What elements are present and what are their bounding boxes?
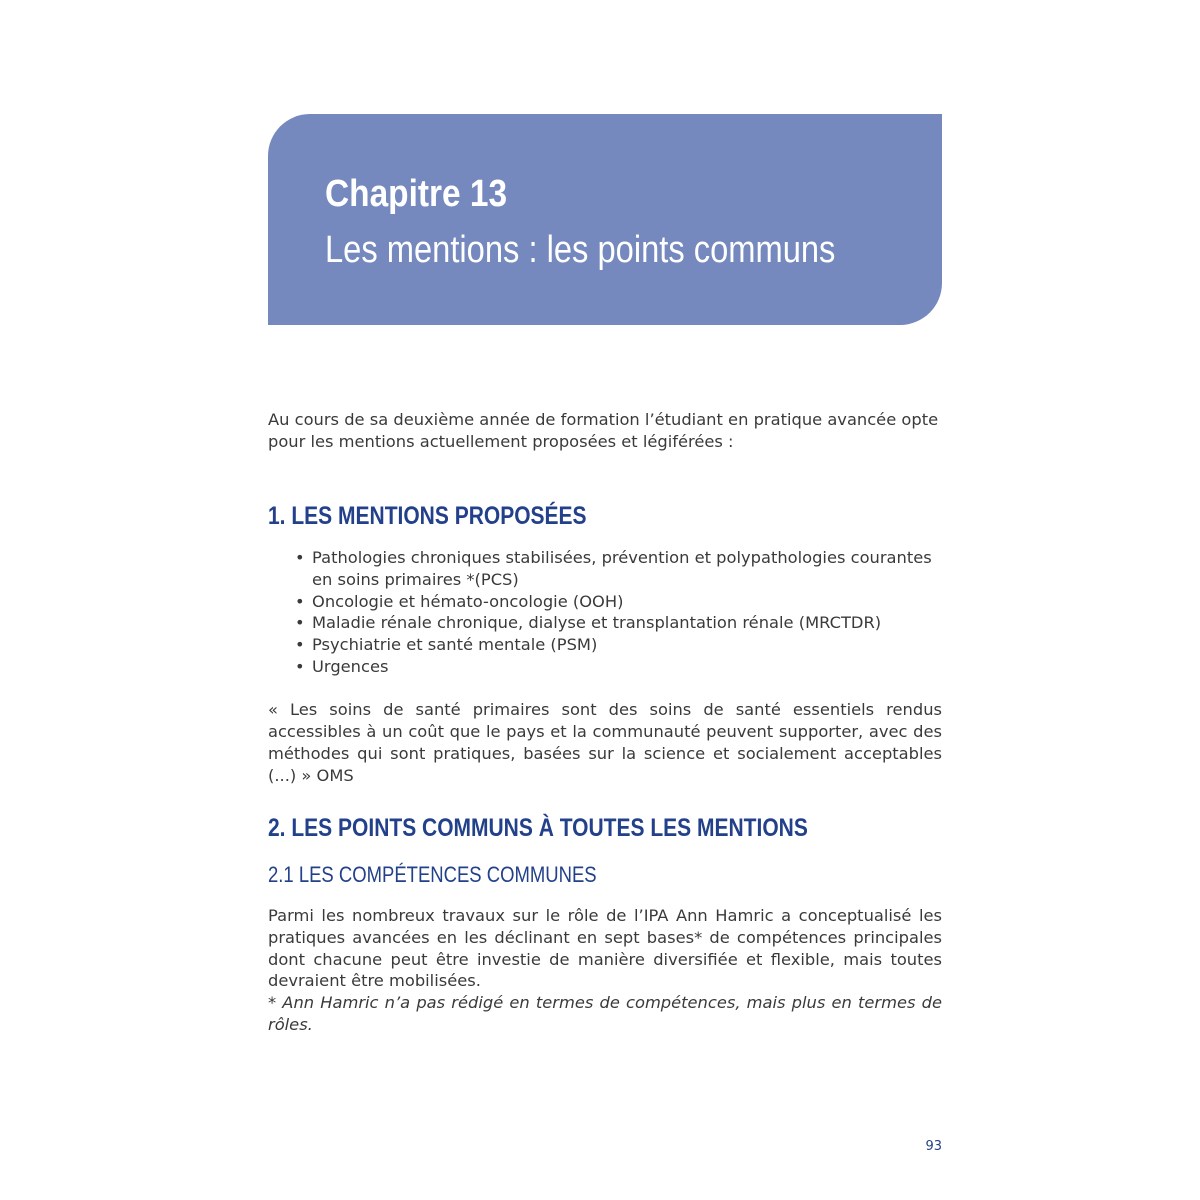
bullet-icon: • — [295, 635, 305, 655]
section-2-heading: 2. LES POINTS COMMUNS À TOUTES LES MENTIONS — [268, 814, 808, 842]
bullet-icon: • — [295, 591, 305, 611]
section-2-1-heading: 2.1 LES COMPÉTENCES COMMUNES — [268, 862, 597, 887]
competences-paragraph — [268, 905, 942, 1036]
bullet-icon: • — [295, 548, 305, 567]
list-item: • Urgences — [295, 656, 389, 676]
bullet-icon: • — [295, 656, 305, 676]
chapter-number: Chapitre 13 — [325, 173, 508, 215]
intro-paragraph: Au cours de sa deuxième année de formation l’étudiant en pratique avancée opte pour les mentions actuellement proposées et légiférées : — [268, 410, 939, 451]
bullet-icon: • — [295, 613, 305, 633]
list-item: • Oncologie et hémato-oncologie (OOH) — [295, 591, 624, 611]
page-number: 93 — [925, 1139, 942, 1154]
section-1-heading: 1. LES MENTIONS PROPOSÉES — [268, 502, 587, 530]
list-item: • Maladie rénale chronique, dialyse et transplantation rénale (MRCTDR) — [295, 613, 882, 633]
footnote: * Ann Hamric n’a pas rédigé en termes de compétences, mais plus en termes de rôles. — [268, 993, 942, 1034]
competences-text: Parmi les nombreux travaux sur le rôle de l’IPA Ann Hamric a conceptualisé les pratiques avancées en les déclinant en sept bases* de compétences principales dont chacune peut être investie de manière diversifiée et flexible, mais toutes devraient être mobilisées. — [268, 906, 942, 991]
who-quote: « Les soins de santé primaires sont des soins de santé essentiels rendus accessibles à un coût que le pays et la communauté peuvent supporter, avec des méthodes qui sont pratiques, basées sur la science et socialement acceptables (...) » OMS — [268, 700, 942, 785]
chapter-title: Les mentions : les points communs — [325, 229, 836, 271]
chapter-banner — [268, 114, 942, 325]
mentions-list — [268, 547, 942, 678]
list-item: • Pathologies chroniques stabilisées, prévention et polypathologies courantes en soins primaires *(PCS) — [295, 548, 932, 589]
list-item: • Psychiatrie et santé mentale (PSM) — [295, 635, 598, 655]
